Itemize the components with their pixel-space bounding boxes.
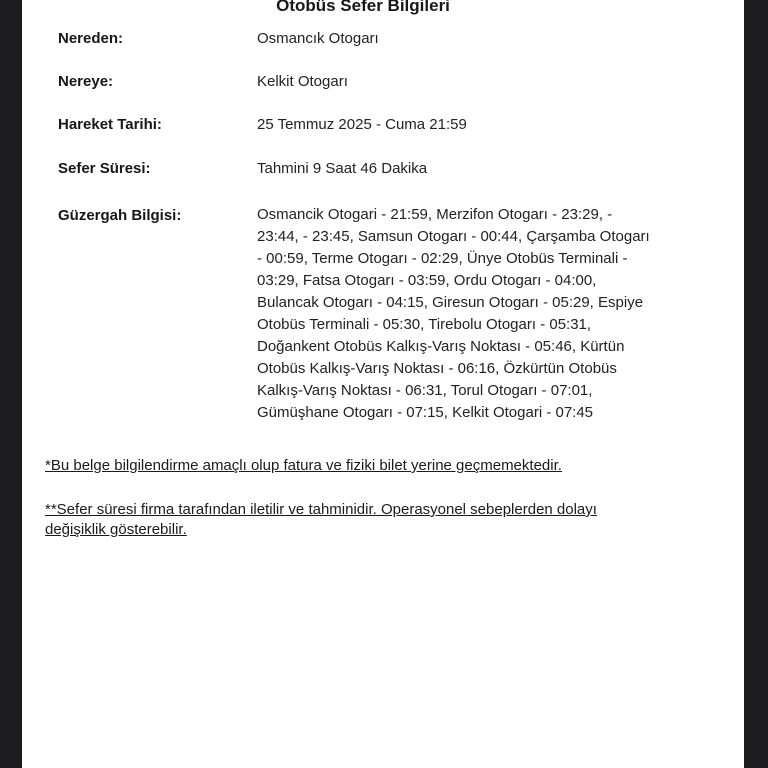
footnote-ticket-disclaimer (45, 456, 562, 476)
field-label-hareket-tarihi: Hareket Tarihi: (58, 116, 162, 133)
field-label-nereye: Nereye: (58, 73, 114, 90)
document-page (22, 0, 744, 768)
route-line: Kalkış-Varış Noktası - 06:31, Torul Otogarı - 07:01, (257, 382, 593, 399)
route-line: Doğankent Otobüs Kalkış-Varış Noktası - 05:46, Kürtün (257, 338, 625, 355)
route-line: Otobüs Kalkış-Varış Noktası - 06:16, Özkürtün Otobüs (257, 360, 617, 377)
field-value-nereye: Kelkit Otogarı (257, 73, 348, 90)
route-line: Otobüs Terminali - 05:30, Tirebolu Otogarı - 05:31, (257, 316, 592, 333)
route-line: 23:44, - 23:45, Samsun Otogarı - 00:44, Çarşamba Otogarı (257, 228, 650, 245)
route-line: 03:29, Fatsa Otogarı - 03:59, Ordu Otogarı - 04:00, (257, 272, 597, 289)
left-border (0, 0, 23, 768)
route-line: Osmancik Otogari - 21:59, Merzifon Otogarı - 23:29, - (257, 206, 613, 223)
page-title: Otobüs Sefer Bilgileri (276, 0, 450, 15)
footnote-line: değişiklik gösterebilir. (45, 521, 187, 538)
footnote-line: **Sefer süresi firma tarafından iletilir ve tahminidir. Operasyonel sebeplerden dolayı (45, 501, 597, 518)
field-label-guzergah: Güzergah Bilgisi: (58, 207, 182, 224)
footnote-duration-disclaimer (45, 500, 597, 540)
route-line: - 00:59, Terme Otogarı - 02:29, Ünye Otobüs Terminali - (257, 250, 628, 267)
right-border (743, 0, 768, 768)
route-line: Gümüşhane Otogarı - 07:15, Kelkit Otogari - 07:45 (257, 404, 594, 421)
field-value-nereden: Osmancık Otogarı (257, 30, 379, 47)
footnote-line: *Bu belge bilgilendirme amaçlı olup fatura ve fiziki bilet yerine geçmemektedir. (45, 457, 562, 474)
field-label-sefer-suresi: Sefer Süresi: (58, 160, 151, 177)
route-info-text (257, 204, 650, 424)
field-label-nereden: Nereden: (58, 30, 124, 47)
field-value-sefer-suresi: Tahmini 9 Saat 46 Dakika (257, 160, 428, 177)
field-value-hareket-tarihi: 25 Temmuz 2025 - Cuma 21:59 (257, 116, 467, 133)
route-line: Bulancak Otogarı - 04:15, Giresun Otogarı - 05:29, Espiye (257, 294, 644, 311)
